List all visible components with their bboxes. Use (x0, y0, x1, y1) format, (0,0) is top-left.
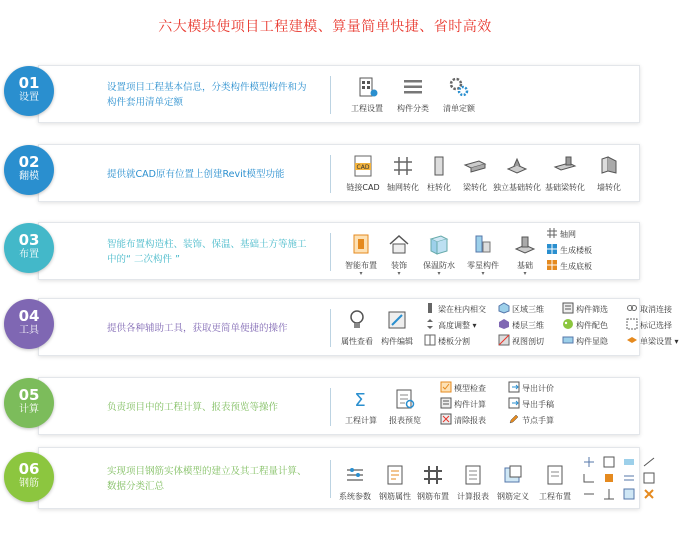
slab-split-icon (425, 335, 435, 345)
calc-icon (441, 398, 451, 408)
tool-label: 基础梁转化 (545, 183, 585, 192)
filter-icon (563, 303, 573, 313)
chevron-down-icon: ▾ (359, 270, 363, 277)
tool-label: 钢筋定义 (497, 492, 529, 501)
component-edit-icon (384, 307, 410, 333)
rebar-mini-icon[interactable] (623, 456, 635, 468)
clear-icon (441, 414, 451, 424)
module-number: 01 (18, 74, 40, 92)
tool-label: 高度调整 (438, 321, 470, 330)
rebar-definition-icon (500, 462, 526, 488)
module-description: 负责项目中的工程计算、报表预览等操作 (107, 401, 279, 413)
tool-label: 钢筋布置 (417, 492, 449, 501)
chevron-down-icon: ▾ (481, 270, 485, 277)
module-name: 工具 (19, 325, 39, 336)
module-row-rebar (0, 444, 650, 512)
tool-label: 标记选择 (640, 321, 672, 330)
report-icon (392, 386, 418, 412)
component-color-button[interactable] (563, 319, 608, 333)
tool-label: 构件显隐 (576, 337, 608, 346)
module-card (38, 377, 640, 435)
rebar-mini-icon[interactable] (623, 472, 635, 484)
tool-label: 计算报表 (457, 492, 489, 501)
check-icon (441, 382, 451, 392)
divider (330, 155, 331, 193)
module-row-tools (0, 295, 679, 359)
module-row-calculation (0, 374, 650, 438)
tool-label: 工程设置 (351, 104, 383, 113)
tool-label: 导出计价 (522, 384, 554, 393)
single-beam-setting-button[interactable] (627, 335, 679, 349)
module-name: 翻模 (19, 171, 39, 182)
tool-label: 清除报表 (454, 416, 486, 425)
module-number: 04 (18, 307, 40, 325)
grid-icon (547, 228, 557, 238)
rebar-mini-icon[interactable] (603, 472, 615, 484)
module-row-model-conversion (0, 141, 650, 205)
tool-label: 轴网 (560, 230, 576, 239)
rebar-mini-icon[interactable] (603, 456, 615, 468)
beam-column-intersect-button[interactable] (425, 303, 486, 317)
palette-icon (563, 319, 573, 329)
grid-axis-button[interactable] (547, 228, 576, 242)
module-description: 实现项目钢筋实体模型的建立及其工程量计算、数据分类汇总 (107, 466, 307, 492)
component-edit-button[interactable] (369, 307, 425, 347)
module-description: 设置项目工程基本信息，分类构件模型构件和为构件套用清单定额 (107, 82, 307, 108)
tool-label: 模型检查 (454, 384, 486, 393)
beam-icon (462, 153, 488, 179)
tool-label: 柱转化 (427, 183, 451, 192)
component-visibility-button[interactable] (563, 335, 608, 349)
footing-icon (504, 153, 530, 179)
sigma-icon (348, 386, 374, 412)
node-manual-calc-button[interactable] (509, 414, 554, 428)
module-name: 钢筋 (19, 478, 39, 489)
generate-slab-button[interactable] (547, 244, 592, 258)
tool-label: 构件计算 (454, 400, 486, 409)
tool-label: 工程布置 (539, 492, 571, 501)
foundation-icon (512, 231, 538, 257)
chevron-down-icon: ▾ (437, 270, 441, 277)
rebar-mini-icon[interactable] (583, 488, 595, 500)
pencil-icon (509, 414, 519, 424)
tool-label: 取消连接 (640, 305, 672, 314)
tool-label: 梁在柱内相交 (438, 305, 486, 314)
project-layout-button[interactable] (527, 462, 583, 502)
gears-icon (446, 74, 472, 100)
module-badge (4, 299, 54, 349)
component-calculate-button[interactable] (441, 398, 486, 412)
height-icon (425, 319, 435, 329)
rebar-mini-icon[interactable] (583, 456, 595, 468)
base-slab-icon (547, 260, 557, 270)
module-description: 智能布置构造柱、装饰、保温、基础土方等施工中的“ 二次构件 ” (107, 239, 307, 265)
module-description: 提供各种辅助工具，获取更简单便捷的操作 (107, 322, 288, 334)
module-description: 提供就CAD原有位置上创建Revit模型功能 (107, 168, 285, 180)
disconnect-icon (627, 303, 637, 313)
tool-label: 独立基础转化 (493, 183, 541, 192)
slab-split-button[interactable] (425, 335, 470, 349)
tool-label: 报表预览 (389, 416, 421, 425)
tool-label: 导出手稿 (522, 400, 554, 409)
tool-label: 构件分类 (397, 104, 429, 113)
rebar-mini-icon[interactable] (643, 456, 655, 468)
module-row-settings (0, 62, 650, 126)
bill-quota-button[interactable] (431, 74, 487, 114)
insulation-icon (426, 231, 452, 257)
tool-label: 构件筛选 (576, 305, 608, 314)
wall-icon (596, 153, 622, 179)
list-icon (400, 74, 426, 100)
model-check-button[interactable] (441, 382, 486, 396)
wall-convert-button[interactable] (581, 153, 637, 193)
divider (330, 233, 331, 271)
close-icon[interactable] (643, 488, 655, 500)
chevron-down-icon: ▾ (397, 270, 401, 277)
section-icon (499, 335, 509, 345)
slab-icon (547, 244, 557, 254)
module-number: 02 (18, 153, 40, 171)
module-card (38, 144, 640, 202)
svg-text:Σ: Σ (354, 390, 366, 411)
misc-component-icon (470, 231, 496, 257)
project-layout-icon (542, 462, 568, 488)
chevron-down-icon: ▾ (470, 321, 477, 330)
export-manuscript-button[interactable] (509, 398, 554, 412)
export-pricing-button[interactable] (509, 382, 554, 396)
tool-label: 区域三维 (512, 305, 544, 314)
divider (330, 388, 331, 426)
tool-label: 生成底板 (560, 262, 592, 271)
tool-label: 生成楼板 (560, 246, 592, 255)
floor-3d-button[interactable] (499, 319, 544, 333)
module-number: 05 (18, 386, 40, 404)
tool-label: 墙转化 (597, 183, 621, 192)
tool-label: 零星构件 (467, 261, 499, 270)
tag-icon (627, 319, 637, 329)
beam-icon (425, 303, 435, 313)
module-card (38, 65, 640, 123)
settings-icon (627, 335, 637, 345)
tool-label: 梁转化 (463, 183, 487, 192)
rebar-mini-icon[interactable] (603, 488, 615, 500)
tool-label: 链接CAD (346, 183, 380, 192)
module-badge (4, 66, 54, 116)
tool-label: 装饰 (391, 261, 407, 270)
module-badge (4, 223, 54, 273)
report-preview-button[interactable] (377, 386, 433, 426)
module-name: 布置 (19, 249, 39, 260)
building-settings-icon (354, 74, 380, 100)
cube-icon (499, 303, 509, 313)
params-icon (342, 462, 368, 488)
svg-text:CAD: CAD (356, 164, 370, 171)
tag-select-button[interactable] (627, 319, 672, 333)
tool-label: 钢筋属性 (379, 492, 411, 501)
rebar-mini-icon[interactable] (623, 488, 635, 500)
house-icon (386, 231, 412, 257)
page-title: 六大模块使项目工程建模、算量简单快捷、省时高效 (158, 19, 492, 35)
tool-label: 智能布置 (345, 261, 377, 270)
tool-label: 楼板分割 (438, 337, 470, 346)
tool-label: 清单定额 (443, 104, 475, 113)
rebar-layout-icon (420, 462, 446, 488)
cad-file-icon (350, 153, 376, 179)
module-badge (4, 452, 54, 502)
tool-label: 构件配色 (576, 321, 608, 330)
module-card (38, 447, 640, 509)
module-number: 03 (18, 231, 40, 249)
module-badge (4, 145, 54, 195)
rebar-mini-icon[interactable] (583, 472, 595, 484)
module-card (38, 222, 640, 280)
visibility-icon (563, 335, 573, 345)
height-adjust-button[interactable] (425, 319, 477, 333)
calc-report-icon (460, 462, 486, 488)
disconnect-button[interactable] (627, 303, 672, 317)
tool-label: 视图剖切 (512, 337, 544, 346)
rebar-mini-icon[interactable] (643, 472, 655, 484)
foundation-button[interactable] (497, 231, 553, 277)
lightbulb-icon (344, 307, 370, 333)
cube-icon (499, 319, 509, 329)
chevron-down-icon: ▾ (672, 337, 679, 346)
foundation-beam-icon (552, 153, 578, 179)
export-icon (509, 382, 519, 392)
module-card (38, 298, 679, 356)
view-section-button[interactable] (499, 335, 544, 349)
chevron-down-icon: ▾ (523, 270, 527, 277)
component-filter-button[interactable] (563, 303, 608, 317)
module-name: 计算 (19, 404, 39, 415)
module-badge (4, 378, 54, 428)
tool-label: 单梁设置 (640, 337, 672, 346)
tool-label: 保温防水 (423, 261, 455, 270)
export-icon (509, 398, 519, 408)
tool-label: 基础 (517, 261, 533, 270)
tool-label: 工程计算 (345, 416, 377, 425)
tool-label: 属性查看 (341, 337, 373, 346)
tool-label: 构件编辑 (381, 337, 413, 346)
module-number: 06 (18, 460, 40, 478)
tool-label: 楼层三维 (512, 321, 544, 330)
generate-base-slab-button[interactable] (547, 260, 592, 274)
tool-label: 系统参数 (339, 492, 371, 501)
module-row-layout (0, 219, 650, 283)
tool-label: 节点手算 (522, 416, 554, 425)
module-name: 设置 (19, 92, 39, 103)
tool-label: 轴网转化 (387, 183, 419, 192)
region-3d-button[interactable] (499, 303, 544, 317)
clear-report-button[interactable] (441, 414, 486, 428)
divider (330, 76, 331, 114)
